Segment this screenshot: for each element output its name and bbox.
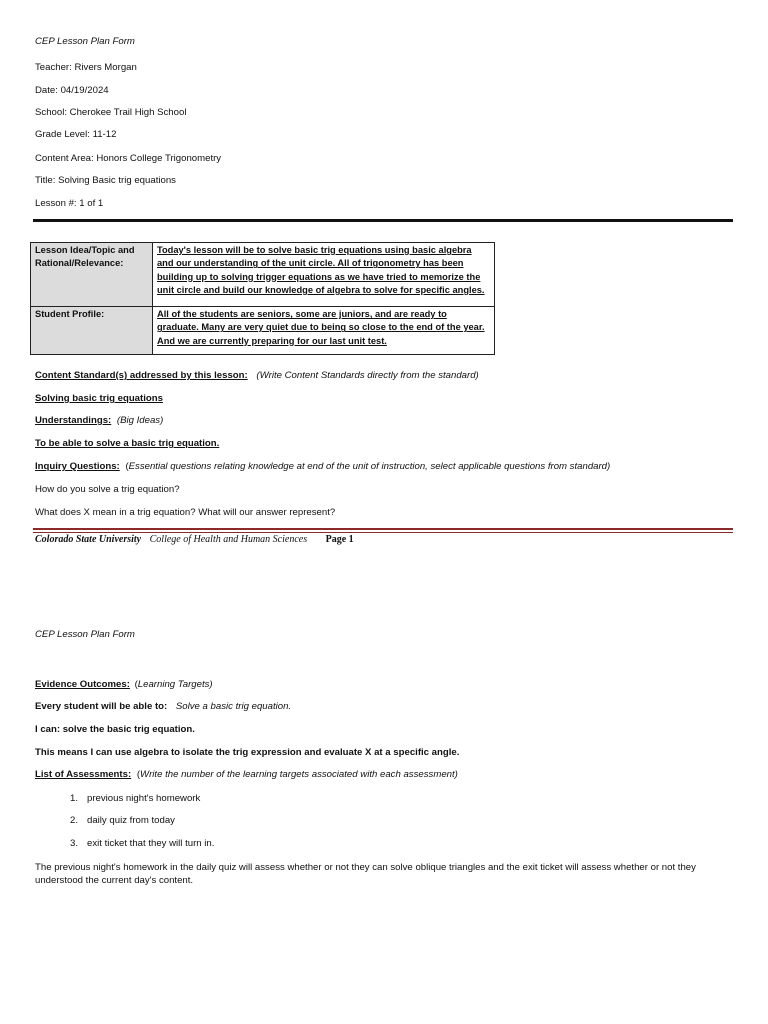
grade-line: Grade Level: 11-12: [35, 129, 117, 140]
row-label-topic: Lesson Idea/Topic and Rational/Relevance:: [31, 243, 153, 307]
date-line: Date: 04/19/2024: [35, 85, 109, 96]
lesson-info-table: [30, 242, 495, 355]
list-item-text: previous night's homework: [87, 793, 201, 804]
understandings-note: (Big Ideas): [116, 415, 164, 426]
i-can-statement: I can: solve the basic trig equation.: [35, 724, 195, 735]
understandings-heading: Understandings:: [35, 415, 112, 426]
list-item: [70, 793, 200, 805]
evidence-note-paren: (: [134, 679, 138, 690]
teacher-line: Teacher: Rivers Morgan: [35, 62, 137, 73]
evidence-outcomes-note: Learning Targets): [137, 679, 213, 690]
footer-university: Colorado State University: [35, 534, 142, 545]
list-item-number: 2.: [70, 815, 79, 826]
footer-rule: [33, 528, 733, 530]
table-row: [31, 243, 495, 307]
every-student-line: [35, 701, 291, 713]
list-item-text: exit ticket that they will turn in.: [87, 838, 215, 849]
inquiry-heading: Inquiry Questions:: [35, 461, 120, 472]
form-title: CEP Lesson Plan Form: [35, 36, 135, 47]
evidence-outcomes-heading: Evidence Outcomes:: [35, 679, 130, 690]
inquiry-question-2: What does X mean in a trig equation? What will our answer represent?: [35, 507, 336, 518]
list-item: [70, 815, 175, 827]
page-footer: [35, 534, 354, 545]
assessments-line: [35, 769, 458, 781]
understandings-line: [35, 415, 163, 427]
evidence-outcomes-line: [35, 679, 213, 691]
footer-college: College of Health and Human Sciences: [149, 534, 308, 545]
footer-page-number: Page 1: [325, 534, 354, 545]
every-student-label: Every student will be able to:: [35, 701, 168, 712]
footer-rule-thin: [33, 532, 733, 533]
list-item-text: daily quiz from today: [87, 815, 175, 826]
content-standards-value: Solving basic trig equations: [35, 393, 163, 404]
lesson-number-line: Lesson #: 1 of 1: [35, 198, 104, 209]
form-title-page-2: CEP Lesson Plan Form: [35, 629, 135, 640]
school-line: School: Cherokee Trail High School: [35, 107, 187, 118]
this-means-statement: This means I can use algebra to isolate the trig expression and evaluate X at a specific angle.: [35, 747, 460, 758]
content-standards-line: [35, 370, 479, 382]
assessments-note: Write the number of the learning targets associated with each assessment): [140, 769, 458, 780]
list-item-number: 3.: [70, 838, 79, 849]
title-line: Title: Solving Basic trig equations: [35, 175, 176, 186]
inquiry-line: [35, 461, 610, 473]
list-item: [70, 838, 214, 850]
table-row: [31, 307, 495, 355]
inquiry-note: Essential questions relating knowledge at end of the unit of instruction, select applicable questions from standard): [128, 461, 611, 472]
inquiry-question-1: How do you solve a trig equation?: [35, 484, 180, 495]
list-item-number: 1.: [70, 793, 79, 804]
closing-paragraph: The previous night's homework in the daily quiz will assess whether or not they can solve oblique triangles and the exit ticket will assess whether or not they understood the current day's content.: [35, 862, 696, 886]
inquiry-note-paren: (: [125, 461, 129, 472]
row-label-student-profile: Student Profile:: [31, 307, 153, 355]
assessments-note-paren: (: [136, 769, 141, 780]
assessments-heading: List of Assessments:: [35, 769, 132, 780]
content-standards-note: (Write Content Standards directly from the standard): [256, 370, 479, 381]
every-student-value: Solve a basic trig equation.: [175, 701, 292, 712]
understandings-value: To be able to solve a basic trig equation.: [35, 438, 220, 449]
section-divider: [33, 219, 733, 222]
content-area-line: Content Area: Honors College Trigonometry: [35, 153, 222, 164]
row-value-student-profile: All of the students are seniors, some are juniors, and are ready to graduate. Many are very quiet due to being so close to the end of the year. And we are currently preparing for our last unit test.: [153, 307, 495, 355]
row-value-topic: Today's lesson will be to solve basic trig equations using basic algebra and our understanding of the unit circle. All of trigonometry has been building up to solving trigger equations as we have tried to memorize the unit circle and build our knowledge of algebra to solve for specific angles.: [153, 243, 495, 307]
content-standards-heading: Content Standard(s) addressed by this lesson:: [35, 370, 248, 381]
